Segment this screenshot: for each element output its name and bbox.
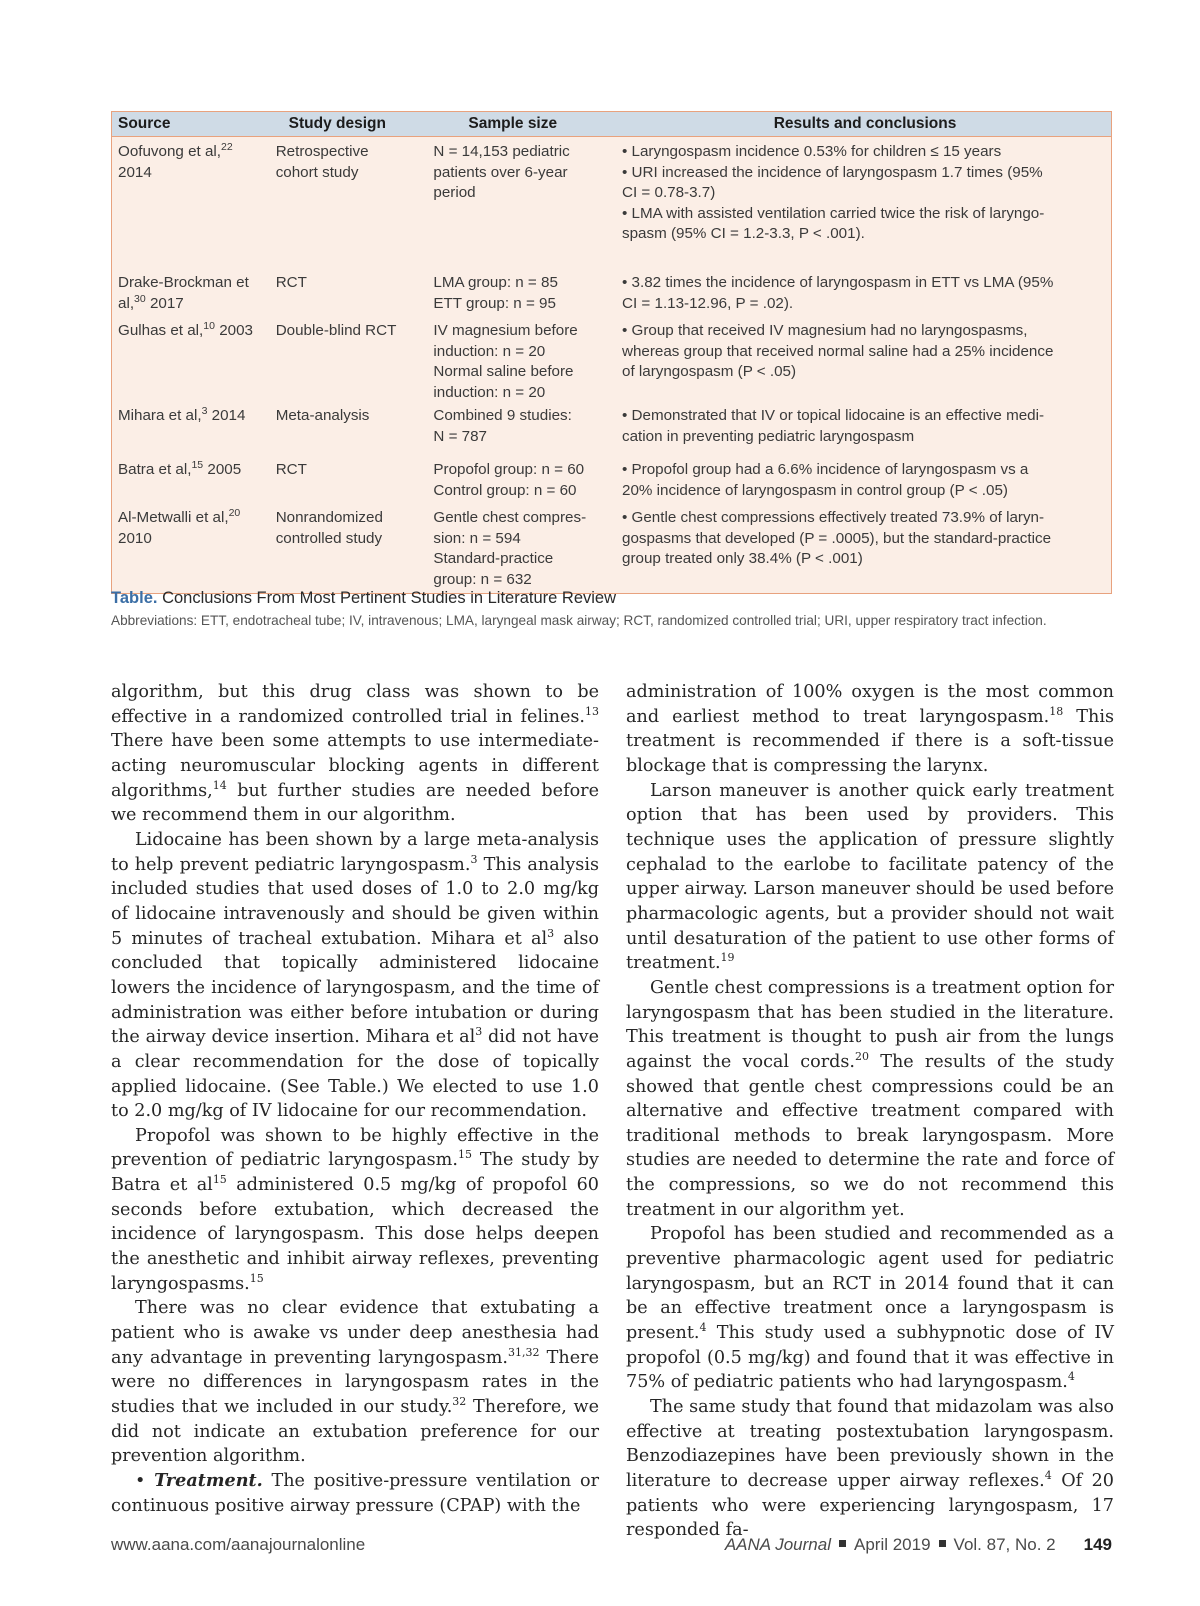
paragraph: algorithm, but this drug class was shown to be effective in a randomized controlled trial in felines.$^{13}$ There have been some attempts to use intermediate-acting neuromuscular blocking agents in different algorithms,$^{14}$ but further studies are needed before we recommend them in our algorithm.: [111, 682, 599, 826]
journal-url[interactable]: www.aana.com/aanajournalonline: [111, 1535, 366, 1554]
paragraph: administration of 100% oxygen is the most common and earliest method to treat laryngospasm.$^{18}$ This treatment is recommended if there is a soft-tissue blockage that is compressing the larynx.: [626, 682, 1114, 776]
table-row: [112, 406, 1111, 460]
cell-source: Batra et al,$^{15}$ 2005: [118, 458, 242, 478]
cell-source: Mihara et al,$^3$ 2014: [118, 404, 246, 424]
cell-design: Retrospective cohort study: [275, 143, 369, 181]
page-number: 149: [1083, 1535, 1112, 1554]
cell-results: • Group that received IV magnesium had no laryngospasms, whereas group that received normal saline had a 25% incidence of laryngospasm (P < .05): [622, 322, 1054, 380]
table-row: [112, 137, 1111, 273]
header-source: Source: [118, 115, 171, 132]
literature-table: [111, 111, 1112, 594]
page-footer: [111, 1535, 1112, 1555]
volume-number: Vol. 87, No. 2: [953, 1535, 1056, 1554]
table-row: [112, 508, 1111, 593]
paragraph: • Treatment. The positive-pressure ventilation or continuous positive airway pressure (CPAP) with the: [111, 1470, 599, 1516]
cell-design: Nonrandomized controlled study: [275, 509, 383, 547]
caption-title: Table. Conclusions From Most Pertinent Studies in Literature Review: [111, 589, 617, 607]
cell-results: • Propofol group had a 6.6% incidence of laryngospasm vs a 20% incidence of laryngospasm in control group (P < .05): [622, 461, 1029, 499]
issue-date: April 2019: [853, 1535, 931, 1554]
cell-sample: Propofol group: n = 60 Control group: n = 60: [433, 461, 585, 499]
caption-abbreviations: Abbreviations: ETT, endotracheal tube; IV, intravenous; LMA, laryngeal mask airway; RCT, randomized controlled trial; URI, upper respiratory tract infection.: [111, 613, 1047, 628]
table-row: [112, 460, 1111, 508]
caption-label: Table.: [111, 589, 158, 607]
header-results: Results and conclusions: [773, 115, 957, 132]
paragraph: Propofol was shown to be highly effective in the prevention of pediatric laryngospasm.$^{15}$ The study by Batra et $al^{15}$ administered 0.5 mg/kg of propofol 60 seconds before extubation, which decreased the incidence of laryngospasm. This dose helps deepen the anesthetic and inhibit airway reflexes, preventing laryngospasms.$^{15}$: [111, 1125, 600, 1294]
cell-design: Meta-analysis: [275, 407, 370, 424]
separator-square-icon: [839, 1540, 846, 1547]
cell-source: Gulhas et al,$^{10}$ 2003: [118, 319, 253, 339]
cell-design: Double-blind RCT: [275, 322, 397, 339]
cell-sample: LMA group: n = 85 ETT group: n = 95: [433, 274, 558, 312]
right-column: [626, 680, 1114, 1543]
paragraph: Lidocaine has been shown by a large meta-analysis to help prevent pediatric laryngospasm.$^3$ This analysis included studies that used doses of 1.0 to 2.0 mg/kg of lidocaine intravenously and should be given within 5 minutes of tracheal extubation. Mihara et $al^3$ also concluded that topically administered lidocaine lowers the incidence of laryngospasm, and the time of administration was either before intubation or during the airway device insertion. Mihara et $al^3$ did not have a clear recommendation for the dose of topically applied lidocaine. (See Table.) We elected to use 1.0 to 2.0 mg/kg of IV lidocaine for our recommendation.: [111, 829, 599, 1122]
separator-square-icon: [939, 1540, 946, 1547]
cell-design: RCT: [275, 274, 307, 291]
table-row: [112, 321, 1111, 406]
table-header-row: [112, 112, 1111, 137]
header-sample-size: Sample size: [468, 115, 558, 132]
cell-sample: Gentle chest compres- sion: n = 594 Standard-practice group: n = 632: [433, 509, 587, 588]
journal-info: [725, 1535, 1112, 1555]
journal-name: AANA Journal: [724, 1535, 831, 1554]
cell-source: Oofuvong et al,$^{22}$ 2014: [118, 140, 233, 181]
cell-source: Al-Metwalli et al,$^{20}$ 2010: [118, 506, 241, 547]
cell-sample: IV magnesium before induction: n = 20 Normal saline before induction: n = 20: [433, 322, 578, 401]
header-study-design: Study design: [288, 115, 386, 132]
cell-results: • Demonstrated that IV or topical lidocaine is an effective medi- cation in preventing pediatric laryngospasm: [622, 407, 1045, 445]
cell-sample: N = 14,153 pediatric patients over 6-year period: [433, 143, 570, 201]
paragraph: The same study that found that midazolam was also effective at treating postextubation laryngospasm. Benzodiazepines have been previously shown in the literature to decrease upper airway reflexes.$^4$ Of 20 patients who were experiencing laryngospasm, 17 responded fa-: [626, 1397, 1114, 1541]
paragraph: Propofol has been studied and recommended as a preventive pharmacologic agent used for pediatric laryngospasm, but an RCT in 2014 found that it can be an effective treatment once a laryngospasm is present.$^4$ This study used a subhypnotic dose of IV propofol (0.5 mg/kg) and found that it was effective in 75% of pediatric patients who had laryngospasm.$^4$: [626, 1224, 1114, 1393]
table-row: [112, 273, 1111, 321]
cell-sample: Combined 9 studies: N = 787: [433, 407, 572, 445]
table-caption: [111, 587, 1112, 630]
paragraph: There was no clear evidence that extubating a patient who is awake vs under deep anesthesia had any advantage in preventing laryngospasm.$^{31,32}$ There were no differences in laryngospasm rates in the studies that we included in our study.$^{32}$ Therefore, we did not indicate an extubation preference for our prevention algorithm.: [111, 1298, 599, 1467]
left-column: [111, 680, 599, 1518]
paragraph: Larson maneuver is another quick early treatment option that has been used by providers. This technique uses the application of pressure slightly cephalad to the earlobe to facilitate patency of the upper airway. Larson maneuver should be used before pharmacologic agents, but a provider should not wait until desaturation of the patient to use other forms of treatment.$^{19}$: [626, 780, 1114, 974]
cell-results: • Laryngospasm incidence 0.53% for children ≤ 15 years • URI increased the incidence of laryngospasm 1.7 times (95% CI = 0.78-3.7) • LMA with assisted ventilation carried twice the risk of laryngo- spasm (95% CI = 1.2-3.3, P < .001).: [622, 143, 1045, 242]
cell-design: RCT: [275, 461, 307, 478]
paragraph: Gentle chest compressions is a treatment option for laryngospasm that has been studied in the literature. This treatment is thought to push air from the lungs against the vocal cords.$^{20}$ The results of the study showed that gentle chest compressions could be an alternative and effective treatment compared with traditional methods to break laryngospasm. More studies are needed to determine the rate and force of the compressions, so we do not recommend this treatment in our algorithm yet.: [626, 977, 1114, 1220]
section-heading-treatment: Treatment.: [154, 1470, 263, 1491]
cell-source: Drake-Brockman et al,$^{30}$ 2017: [118, 274, 249, 312]
cell-results: • 3.82 times the incidence of laryngospasm in ETT vs LMA (95% CI = 1.13-12.96, P = .02).: [622, 274, 1054, 312]
cell-results: • Gentle chest compressions effectively treated 73.9% of laryn- gospasms that developed (P = .0005), but the standard-practice group treated only 38.4% (P < .001): [622, 509, 1052, 567]
